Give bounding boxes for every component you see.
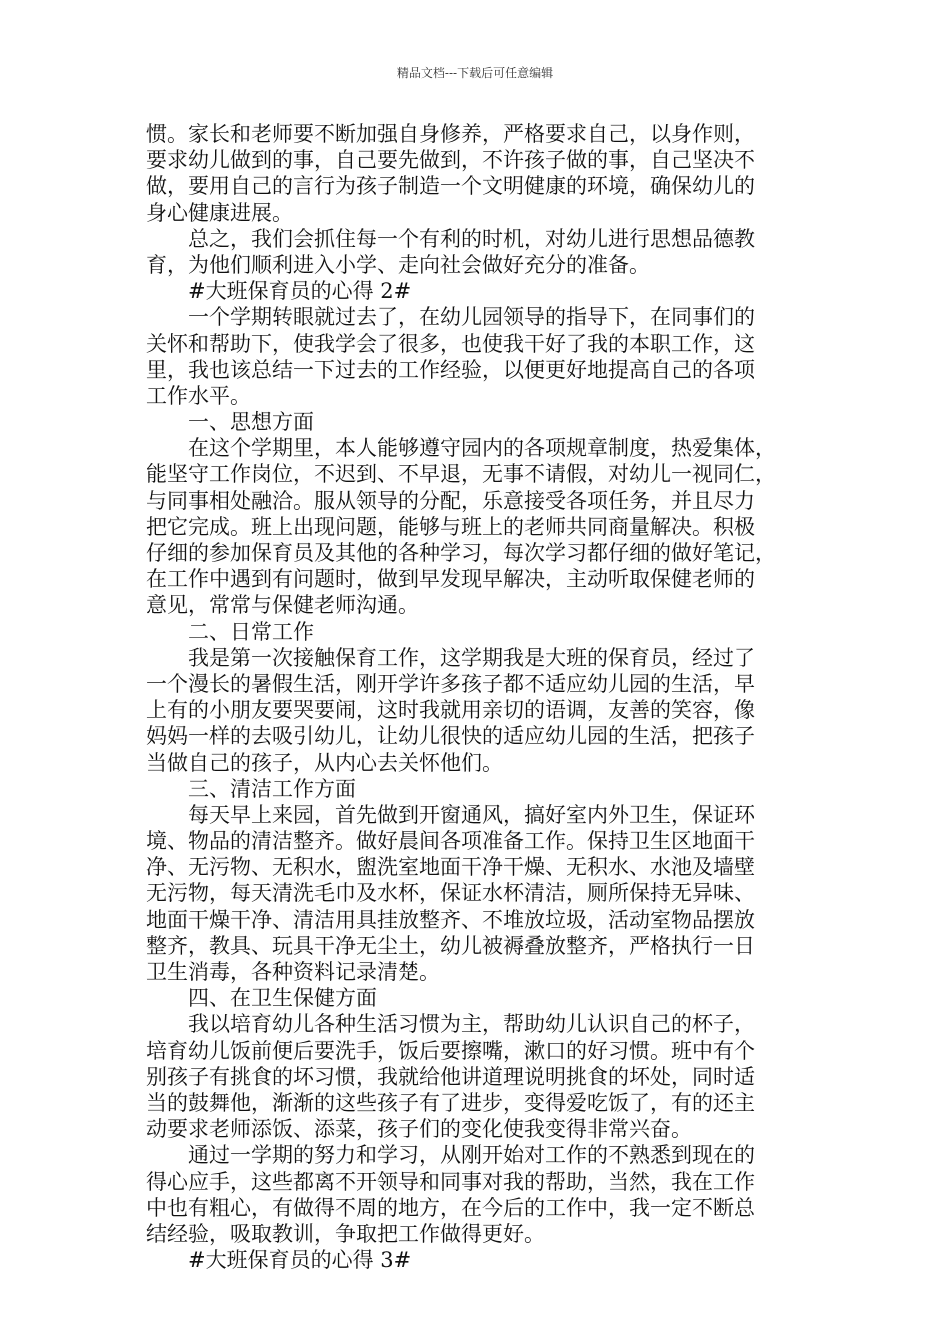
text-line: 关怀和帮助下，使我学会了很多，也使我干好了我的本职工作，这 [146, 331, 755, 356]
text-line: 二、日常工作 [188, 619, 314, 644]
text-line: 培育幼儿饭前便后要洗手，饭后要擦嘴，漱口的好习惯。班中有个 [146, 1038, 755, 1063]
text-line: 动要求老师添饭、添菜，孩子们的变化使我变得非常兴奋。 [146, 1117, 692, 1142]
text-line: 每天早上来园，首先做到开窗通风，搞好室内外卫生，保证环 [188, 802, 755, 827]
text-line: 做，要用自己的言行为孩子制造一个文明健康的环境，确保幼儿的 [146, 174, 755, 199]
text-line: #大班保育员的心得 3# [188, 1248, 412, 1273]
text-line: 在这个学期里，本人能够遵守园内的各项规章制度，热爱集体， [188, 436, 776, 461]
text-line: 当的鼓舞他，渐渐的这些孩子有了进步，变得爱吃饭了，有的还主 [146, 1090, 755, 1115]
text-line: #大班保育员的心得 2# [188, 279, 412, 304]
text-line: 要求幼儿做到的事，自己要先做到，不许孩子做的事，自己坚决不 [146, 148, 755, 173]
text-line: 别孩子有挑食的坏习惯，我就给他讲道理说明挑食的坏处，同时适 [146, 1064, 755, 1089]
text-line: 四、在卫生保健方面 [188, 986, 377, 1011]
text-line: 能坚守工作岗位，不迟到、不早退，无事不请假，对幼儿一视同仁， [146, 462, 776, 487]
document-body [146, 121, 811, 1273]
text-line: 得心应手，这些都离不开领导和同事对我的帮助，当然，我在工作 [146, 1169, 755, 1194]
text-line: 当做自己的孩子，从内心去关怀他们。 [146, 750, 503, 775]
text-line: 里，我也该总结一下过去的工作经验，以便更好地提高自己的各项 [146, 357, 755, 382]
text-line: 我是第一次接触保育工作，这学期我是大班的保育员，经过了 [188, 645, 755, 670]
text-line: 一、思想方面 [188, 410, 314, 435]
text-line: 地面干燥干净、清洁用具挂放整齐、不堆放垃圾，活动室物品摆放 [146, 907, 755, 932]
page-header: 精品文档---下载后可任意编辑 [396, 66, 554, 80]
text-line: 一个漫长的暑假生活，刚开学许多孩子都不适应幼儿园的生活，早 [146, 671, 755, 696]
text-line: 一个学期转眼就过去了，在幼儿园领导的指导下，在同事们的 [188, 305, 755, 330]
text-line: 身心健康进展。 [146, 200, 293, 225]
text-line: 妈妈一样的去吸引幼儿，让幼儿很快的适应幼儿园的生活，把孩子 [146, 724, 755, 749]
text-line: 结经验，吸取教训，争取把工作做得更好。 [146, 1221, 545, 1246]
text-line: 卫生消毒，各种资料记录清楚。 [146, 960, 440, 984]
text-line: 我以培育幼儿各种生活习惯为主，帮助幼儿认识自己的杯子， [188, 1012, 755, 1037]
text-line: 惯。家长和老师要不断加强自身修养，严格要求自己，以身作则， [146, 122, 755, 146]
text-line: 境、物品的清洁整齐。做好晨间各项准备工作。保持卫生区地面干 [146, 829, 755, 854]
text-line: 总之，我们会抓住每一个有利的时机，对幼儿进行思想品德教 [188, 226, 755, 251]
text-line: 通过一学期的努力和学习，从刚开始对工作的不熟悉到现在的 [188, 1143, 755, 1168]
text-line: 仔细的参加保育员及其他的各种学习，每次学习都仔细的做好笔记， [146, 541, 776, 565]
text-line: 整齐，教具、玩具干净无尘土，幼儿被褥叠放整齐，严格执行一日 [146, 933, 755, 958]
text-line: 中也有粗心，有做得不周的地方，在今后的工作中，我一定不断总 [146, 1195, 755, 1220]
text-line: 无污物，每天清洗毛巾及水杯，保证水杯清洁，厕所保持无异味、 [146, 881, 755, 906]
text-line: 净、无污物、无积水，盥洗室地面干净干燥、无积水、水池及墙壁 [146, 855, 755, 880]
text-line: 把它完成。班上出现问题，能够与班上的老师共同商量解决。积极 [146, 514, 755, 539]
text-line: 与同事相处融洽。服从领导的分配，乐意接受各项任务，并且尽力 [146, 488, 755, 513]
text-line: 在工作中遇到有问题时，做到早发现早解决，主动听取保健老师的 [146, 567, 755, 592]
text-line: 工作水平。 [146, 383, 251, 408]
text-line: 上有的小朋友要哭要闹，这时我就用亲切的语调，友善的笑容，像 [146, 698, 755, 723]
text-line: 意见，常常与保健老师沟通。 [146, 593, 419, 618]
text-line: 育，为他们顺利进入小学、走向社会做好充分的准备。 [146, 252, 650, 277]
text-line: 三、清洁工作方面 [188, 776, 356, 801]
